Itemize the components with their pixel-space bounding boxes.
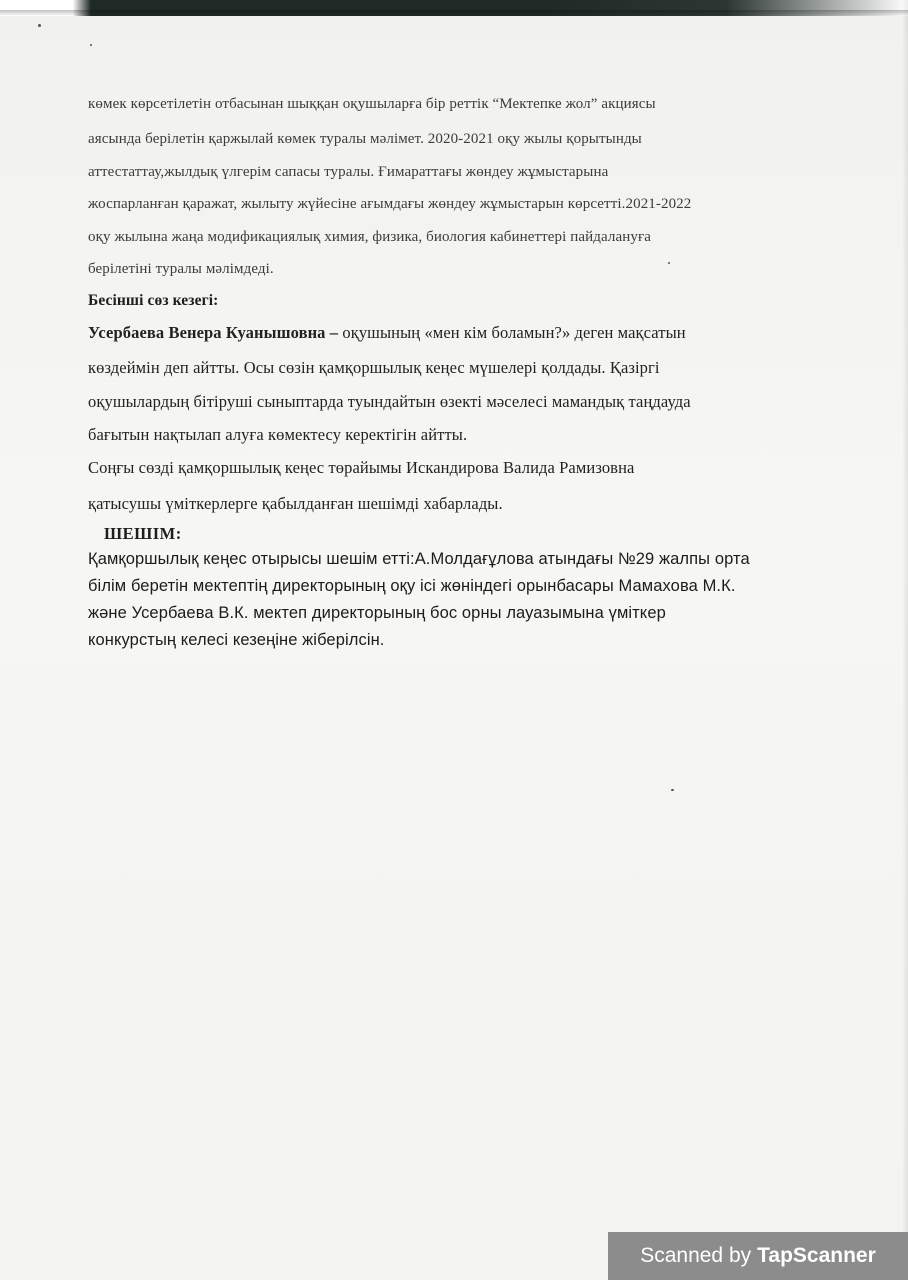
decision-heading: ШЕШІМ: bbox=[104, 524, 182, 543]
body-line: жоспарланған қаражат, жылыту жүйесіне ағымдағы жөндеу жұмыстарын көрсетті.2021-2022 bbox=[88, 196, 692, 212]
scan-speck bbox=[668, 262, 670, 264]
scan-right-edge bbox=[902, 0, 908, 1280]
scan-top-edge bbox=[0, 0, 908, 16]
decision-line: және Усербаева В.К. мектеп директорының бос орны лауазымына үміткер bbox=[88, 604, 666, 622]
body-line: берілетіні туралы мәлімдеді. bbox=[88, 261, 274, 277]
watermark-brand: TapScanner bbox=[757, 1244, 876, 1267]
decision-line: білім беретін мектептің директорының оқу ісі жөніндегі орынбасары Мамахова М.К. bbox=[88, 577, 736, 595]
body-line: оқу жылына жаңа модификациялық химия, физика, биология кабинеттері пайдалануға bbox=[88, 229, 651, 245]
speaker-name: Усербаева Венера Куанышовна – bbox=[88, 323, 339, 342]
speaker-text: оқушының «мен кім боламын?» деген мақсатын bbox=[342, 323, 686, 342]
body-line: аттестаттау,жылдық үлгерім сапасы туралы. Ғимараттағы жөндеу жұмыстарына bbox=[88, 164, 609, 180]
decision-line: конкурстың келесі кезеңіне жіберілсін. bbox=[88, 631, 385, 649]
fifth-speaker-heading: Бесінші сөз кезегі: bbox=[88, 292, 219, 309]
scanner-watermark bbox=[608, 1232, 908, 1280]
body-line: аясында берілетін қаржылай көмек туралы мәлімет. 2020-2021 оқу жылы қорытынды bbox=[88, 131, 642, 147]
watermark-prefix: Scanned by bbox=[640, 1244, 752, 1267]
speaker-line-first bbox=[88, 323, 686, 343]
speaker-line: бағытын нақтылап алуға көмектесу керектігін айтты. bbox=[88, 425, 468, 444]
speaker-line: оқушылардың бітіруші сыныптарда туындайтын өзекті мәселесі мамандық таңдауда bbox=[88, 392, 691, 411]
scan-speck bbox=[38, 24, 41, 27]
scan-speck bbox=[671, 789, 674, 791]
body-line: көмек көрсетілетін отбасынан шыққан оқушыларға бір реттік “Мектепке жол” акциясы bbox=[88, 96, 656, 112]
closing-line: қатысушы үміткерлерге қабылданған шешімді хабарлады. bbox=[88, 494, 503, 513]
closing-line: Соңғы сөзді қамқоршылық кеңес төрайымы Искандирова Валида Рамизовна bbox=[88, 458, 635, 477]
decision-line: Қамқоршылық кеңес отырысы шешім етті:А.Молдағұлова атындағы №29 жалпы орта bbox=[88, 550, 750, 568]
speaker-line: көздеймін деп айтты. Осы сөзін қамқоршылық кеңес мүшелері қолдады. Қазіргі bbox=[88, 358, 660, 377]
scan-speck bbox=[90, 44, 92, 46]
